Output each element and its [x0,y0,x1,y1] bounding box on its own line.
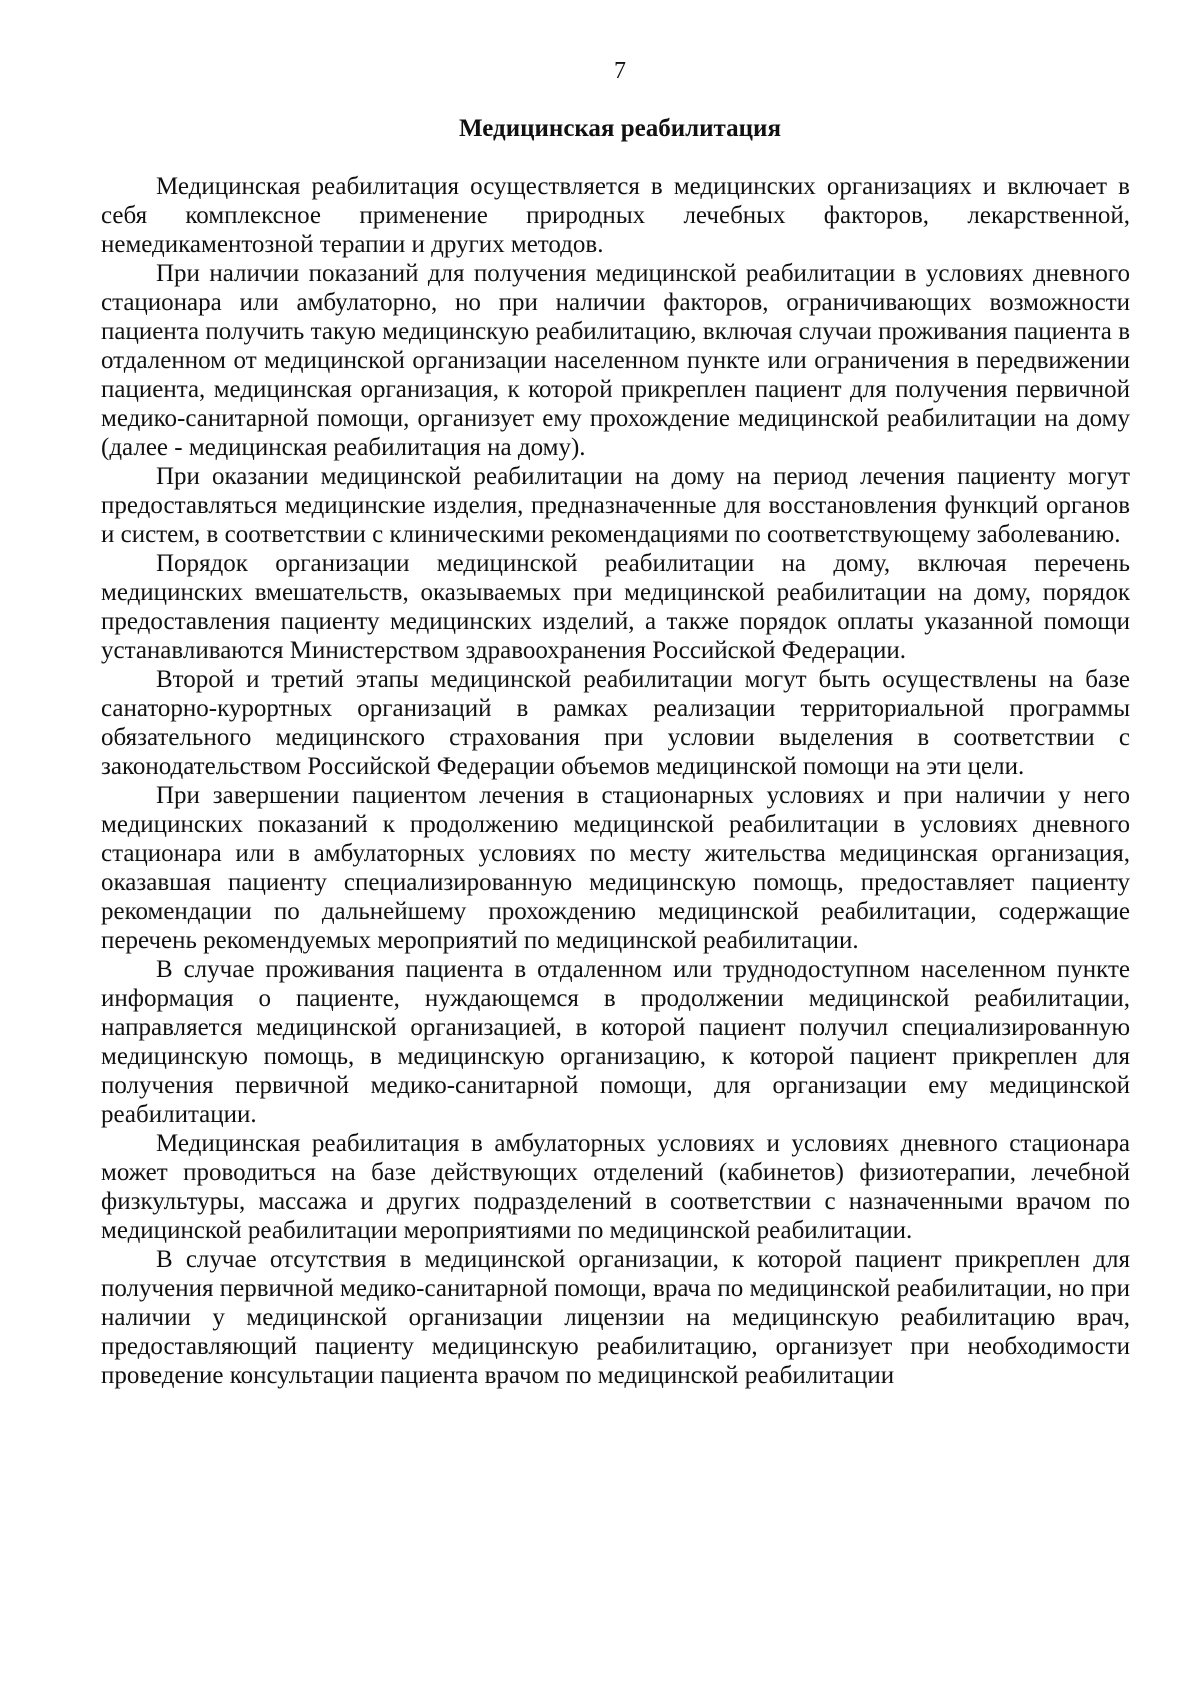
page-title: Медицинская реабилитация [459,115,781,142]
paragraph: Медицинская реабилитация в амбулаторных условиях и условиях дневного стационара может проводиться на базе действующих отделений (кабинетов) физиотерапии, лечебной физкультуры, массажа и других подразделений в соответствии с назначенными врачом по медицинской реабилитации мероприятиями по медицинской реабилитации. [101,1130,1130,1244]
paragraph: При завершении пациентом лечения в стационарных условиях и при наличии у него медицинских показаний к продолжению медицинской реабилитации в условиях дневного стационара или в амбулаторных условиях по месту жительства медицинская организация, оказавшая пациенту специализированную медицинскую помощь, предоставляет пациенту рекомендации по дальнейшему прохождению медицинской реабилитации, содержащие перечень рекомендуемых мероприятий по медицинской реабилитации. [101,782,1130,954]
paragraph: При наличии показаний для получения медицинской реабилитации в условиях дневного стационара или амбулаторно, но при наличии факторов, ограничивающих возможности пациента получить такую медицинскую реабилитацию, включая случаи проживания пациента в отдаленном от медицинской организации населенном пункте или ограничения в передвижении пациента, медицинская организация, к которой прикреплен пациент для получения первичной медико-санитарной помощи, организует ему прохождение медицинской реабилитации на дому (далее - медицинская реабилитация на дому). [101,260,1130,461]
paragraph: Медицинская реабилитация осуществляется в медицинских организациях и включает в себя комплексное применение природных лечебных факторов, лекарственной, немедикаментозной терапии и других методов. [101,173,1130,258]
paragraph: Порядок организации медицинской реабилитации на дому, включая перечень медицинских вмешательств, оказываемых при медицинской реабилитации на дому, порядок предоставления пациенту медицинских изделий, а также порядок оплаты указанной помощи устанавливаются Министерством здравоохранения Российской Федерации. [101,550,1130,664]
page-number: 7 [614,58,626,84]
paragraph: В случае отсутствия в медицинской организации, к которой пациент прикреплен для получения первичной медико-санитарной помощи, врача по медицинской реабилитации, но при наличии у медицинской организации лицензии на медицинскую реабилитацию врач, предоставляющий пациенту медицинскую реабилитацию, организует при необходимости проведение консультации пациента врачом по медицинской реабилитации [101,1246,1130,1389]
document-body [101,172,1130,1390]
paragraph: При оказании медицинской реабилитации на дому на период лечения пациенту могут предоставляться медицинские изделия, предназначенные для восстановления функций органов и систем, в соответствии с клиническими рекомендациями по соответствующему заболеванию. [101,463,1130,548]
paragraph: В случае проживания пациента в отдаленном или труднодоступном населенном пункте информация о пациенте, нуждающемся в продолжении медицинской реабилитации, направляется медицинской организацией, в которой пациент получил специализированную медицинскую помощь, в медицинскую организацию, к которой пациент прикреплен для получения первичной медико-санитарной помощи, для организации ему медицинской реабилитации. [101,956,1130,1128]
paragraph: Второй и третий этапы медицинской реабилитации могут быть осуществлены на базе санаторно-курортных организаций в рамках реализации территориальной программы обязательного медицинского страхования при условии выделения в соответствии с законодательством Российской Федерации объемов медицинской помощи на эти цели. [101,666,1130,780]
